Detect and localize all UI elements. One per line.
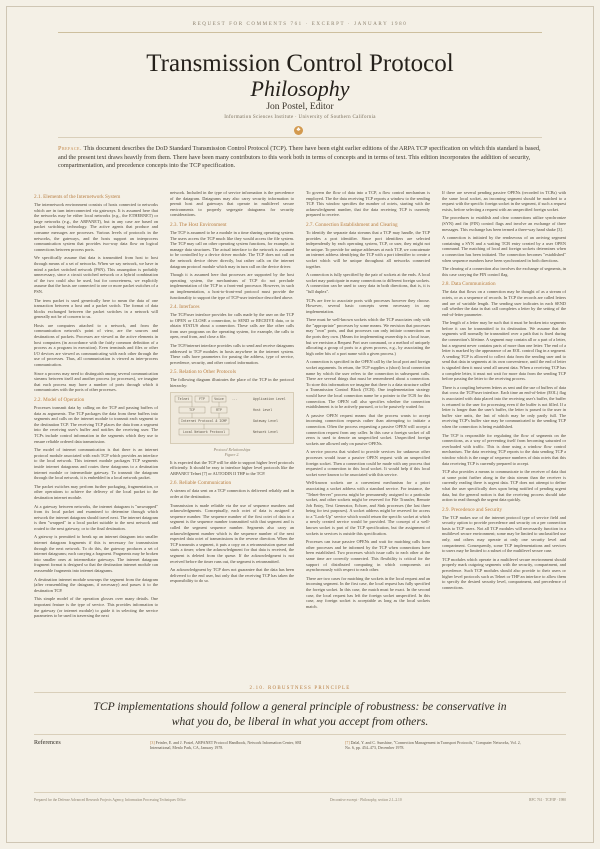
diagram-level-label: Application Level	[253, 396, 286, 401]
paragraph: The model of internet communication is that there is an internet protocol module associated with each TCP which provides an interface to the local network. This internet module packages TCP segments inside internet datagrams and routes these datagrams to a destination internet module or intermediate gateway. To transmit the datagram through the local network, it is embedded in a local network packet.	[34, 447, 158, 481]
section-heading: 2.9. Precedence and Security	[442, 506, 503, 513]
author: Jon Postel, Editor	[266, 102, 334, 112]
paragraph: The clearing of a connection also involves the exchange of segments, in this case carrying the FIN control flag.	[442, 266, 566, 277]
quote-rule	[34, 692, 566, 693]
section-heading: 2.5. Relation to Other Protocols	[170, 369, 236, 376]
paragraph: The term packet is used generically here to mean the data of one transaction between a host and a packet switch. The format of data blocks exchanged between the packet switches in a network will generally not be of concern to us.	[34, 297, 158, 320]
title-rule	[58, 137, 542, 138]
paper-subtitle: Philosophy	[250, 76, 350, 101]
paragraph: The TCP/internet interface provides calls to send and receive datagrams addressed to TCP modules in hosts anywhere in the internet system. These calls have parameters for passing the address, type of service, precedence, security, and other control information.	[170, 343, 294, 365]
paragraph: A destination internet module unwraps the segment from the datagram (after reassembling the datagram, if necessary) and passes it to the destination TCP.	[34, 576, 158, 593]
paragraph: To govern the flow of data into a TCP, a flow control mechanism is employed. The the data receiving TCP reports a window to the sending TCP. This window specifies the number of octets, starting with the acknowledgment number, that the data receiving TCP is currently prepared to receive.	[306, 190, 430, 218]
paragraph: A connection is initiated by the rendezvous of an arriving segment containing a SYN and a waiting TCB entry created by a user OPEN command. The matching of local and foreign sockets determines when a connection has been initiated. The connection becomes "established" when sequence numbers have been synchronized in both directions.	[442, 235, 566, 263]
paragraph: The following diagram illustrates the place of the TCP in the protocol hierarchy:	[170, 377, 294, 389]
paragraph: This simple model of the operation glosses over many details. One important feature is the type of service. This provides information to the gateway (or internet module) to guide it in selecting the service parameters to be used in traversing the next	[34, 596, 158, 619]
running-header: REQUEST FOR COMMENTS 761 · EXCERPT · JANUARY 1980	[192, 22, 408, 27]
section-heading: 2.4. Interfaces	[170, 304, 200, 311]
affiliation: Information Sciences Institute · University of Southern California	[224, 115, 376, 120]
paragraph: A gateway is permitted to break up an internet datagram into smaller internet datagram fragments if this is necessary for transmission through the next network. To do this, the gateway produces a set of internet datagrams; each carrying a fragment. Fragments may be broken into smaller ones at intermediate gateways. The internet datagram fragment format is designed so that the destination internet module can reassemble fragments into internet datagrams.	[34, 534, 158, 574]
paragraph: At a gateway between networks, the internet datagram is "unwrapped" from its local packet and examined to determine through which network the internet datagram should travel next. The internet datagram is then "wrapped" in a local packet suitable to the next network and routed to the next gateway, or to the final destination.	[34, 503, 158, 531]
diagram-label: ...	[232, 396, 238, 401]
section-heading: 2.6. Reliable Communication	[170, 480, 232, 487]
paragraph: A passive OPEN request means that the process wants to accept incoming connection requests rather than attempting to initiate a connection. Often the process requesting a passive OPEN will accept a connection request from any caller. In this case a foreign socket of all zeros is used to denote an unspecified socket. Unspecified foreign sockets are allowed only on passive OPENs.	[306, 412, 430, 446]
paragraph: A connection is fully specified by the pair of sockets at the ends. A local socket may participate in many connections to different foreign sockets. A connection can be used to carry data in both directions, that is, it is "full duplex".	[306, 272, 430, 294]
diagram-level-label: Host Level	[253, 407, 273, 412]
reference-text: Feinler, E. and J. Postel, ARPANET Protocol Handbook, Network Information Center, SRI International, Menlo Park, CA, January 1978.	[150, 740, 302, 751]
column-1	[34, 190, 158, 680]
paragraph: The TCP makes use of the internet protocol type of service field and security option to provide precedence and security on a per connection basis to TCP users. Not all TCP modules will necessarily function in a multilevel secure environment; some may be limited to unclassified use only, and others may operate at only one security level and compartment. Consequently, some TCP implementations and services to users may be limited to a subset of the multilevel secure case.	[442, 514, 566, 554]
footer-left: Prepared for the Defense Advanced Research Projects Agency, Information Processing Techniques Office	[34, 798, 186, 802]
diagram-level-label: Network Level	[253, 429, 278, 434]
section-heading: 2.7. Connection Establishment and Clearing	[306, 221, 398, 228]
paragraph: We specifically assume that data is transmitted from host to host through means of a set of networks. When we say network, we have in mind a packet switched network (PSN). This assumption is probably unnecessary, since a circuit switched network or a hybrid combination of the two could also be used, but for concreteness, we explicitly assume that the hosts are connected to one or more packet switches of a PSN.	[34, 255, 158, 294]
section-heading: 2.2. Model of Operation	[34, 397, 85, 403]
paragraph: The TCP/user interface provides for calls made by the user on the TCP to OPEN or CLOSE a connection, to SEND or RECEIVE data, or to obtain STATUS about a connection. These calls are like other calls from user programs on the operating system, for example, the calls to open, read from, and close a file.	[170, 312, 294, 340]
footer-right: RFC 761 · TCP/IP · 1980	[529, 798, 566, 802]
diagram-label: TCP	[189, 407, 195, 412]
paragraph: Transmission is made reliable via the use of sequence numbers and acknowledgments. Conceptually, each octet of data is assigned a sequence number. The sequence number of the first octet of data in a segment is the sequence number transmitted with that segment and is called the segment sequence number. Segments also carry an acknowledgment number which is the sequence number of the next expected data octet of transmissions in the reverse direction. When the TCP transmits a segment, it puts a copy on a retransmission queue and starts a timer; when the acknowledgment for that data is received, the segment is deleted from the queue. If the acknowledgment is not received before the timer runs out, the segment is retransmitted.	[170, 502, 294, 564]
protocol-diagram	[170, 392, 294, 444]
paragraph: It is expected that the TCP will be able to support higher level protocols efficiently. It should be easy to interface higher level protocols like the ARPANET Telnet [7] or AUTODIN II THP to the TCP.	[170, 459, 294, 476]
paragraph: The internetwork environment consists of hosts connected to networks which are in turn interconnected via gateways. It is assumed here that the networks may be either local networks (e.g., the ETHERNET) or large networks (e.g., the ARPANET), but in any case are based on packet switching technology. The active agents that produce and consume messages are processes. Various levels of protocols in the networks, the gateways, and the hosts support an interprocess communication system that provides two-way data flow on logical connections between process ports.	[34, 202, 158, 252]
paragraph: The packet switches may perform further packaging, fragmentation, or other operations to achieve the delivery of the local packet to the destination internet module.	[34, 483, 158, 500]
preface-text: This document describes the DoD Standard Transmission Control Protocol (TCP). There have been eight earlier editions of the ARPA TCP specification on which this standard is based, and the present text draws heavily from them. There have been many contributors to this work both in terms of concepts and in terms of text. This edition incorporates the addition of security, compartmentation, and precedence concepts into the TCP specification.	[58, 145, 541, 170]
paragraph: Though it is assumed here that processes are supported by the host operating system, the mechanisms of TCP do not preclude implementation of the TCP in a front-end processor. However, in such an implementation, a host-to-front-end protocol must provide the functionality to support the type of TCP-user interface described above.	[170, 272, 294, 300]
protocol-diagram-svg	[171, 393, 293, 443]
paragraph: Processes can issue passive OPENs and wait for matching calls from other processes and be informed by the TCP when connections have been established. Two processes which issue calls to each other at the same time are correctly connected. This flexibility is critical for the support of distributed computing in which components act asynchronously with respect to each other.	[306, 539, 430, 573]
paragraph: A connection is specified in the OPEN call by the local port and foreign socket arguments. In return, the TCP supplies a (short) local connection name by which the user refers to the connection in subsequent calls. There are several things that must be remembered about a connection. To store this information we imagine that there is a data structure called a Transmission Control Block (TCB). One implementation strategy would have the local connection name be a pointer to the TCB for this connection. The OPEN call also specifies whether the connection establishment is to be actively pursued, or to be passively waited for.	[306, 359, 430, 410]
column-2	[170, 190, 294, 680]
paragraph: If there are several pending passive OPENs (recorded in TCBs) with the same local socket, an incoming segment should be matched to a request with the specific foreign socket in the segment, if such a request exists, before selecting a request with an unspecified foreign socket.	[442, 190, 566, 212]
paragraph: There are two cases for matching the sockets in the local request and an incoming segment. In the first case, the local request has fully specified the foreign socket. In this case, the match must be exact. In the second case, the local request has left the foreign socket unspecified. In this case, any foreign socket is acceptable as long as the local sockets match.	[306, 575, 430, 609]
references-rule	[34, 734, 566, 735]
section-heading: 2.8. Data Communication	[442, 281, 496, 288]
paragraph: A stream of data sent on a TCP connection is delivered reliably and in order at the destination.	[170, 488, 294, 499]
diagram-label: FTP	[199, 396, 205, 401]
footer-rule	[34, 792, 566, 793]
paragraph: Well-known sockets are a convenient mechanism for a priori associating a socket address with a standard service. For instance, the "Telnet-Server" process might be permanently assigned to a particular socket, and other sockets might be reserved for File Transfer, Remote Job Entry, Text Generator, Echoer, and Sink processes (the last three being for test purposes). A socket address might be reserved for access to a "Look-Up" service which would return the specific socket at which a newly created service would be provided. The concept of a well-known socket is part of the TCP specification, but the assignment of sockets to services is outside this specification.	[306, 480, 430, 536]
paragraph: network. Included in the type of service information is the precedence of the datagram. Datagrams may also carry security information to permit host and gateways that operate in multilevel secure environments to properly segregate datagrams for security considerations.	[170, 190, 294, 218]
paragraph: Hosts are computers attached to a network, and from the communication network's point of view, are the sources and destinations of packets. Processes are viewed as the active elements in host computers (in accordance with the fairly common definition of a process as a program in execution). Even terminals and files or other I/O devices are viewed as communicating with each other through the use of processes. Thus, all communication is viewed as inter-process communication.	[34, 322, 158, 368]
column-4	[442, 190, 566, 680]
paragraph: The data that flows on a connection may be thought of as a stream of octets, or as a sequence of records. In TCP the records are called letters and are of variable length. The sending user indicates in each SEND call whether the data in that call completes a letter by the setting of the end-of-letter parameter.	[442, 289, 566, 317]
section-heading: 2.1. Elements of the Internetwork System	[34, 194, 121, 200]
diagram-label: Telnet	[177, 396, 190, 401]
paper-title: Transmission Control Protocol	[146, 50, 454, 77]
paragraph: The TCP is responsible for regulating the flow of segments on the connections, as a way of preventing itself from becoming saturated or overloaded with traffic. This is done using a window flow control mechanism. The data receiving TCP reports to the data sending TCP a window which is the range of sequence numbers of data octets that this data receiving TCP is currently prepared to accept.	[442, 432, 566, 466]
figure-caption: Protocol Relationships Figure 2.	[213, 446, 251, 457]
column-3	[306, 190, 430, 680]
diagram-label: Internet Protocol & ICMP	[181, 418, 227, 423]
paragraph: TCP also provides a means to communicate to the receiver of data that at some point further along in the data stream than the receiver is currently reading there is urgent data. TCP does not attempt to define what the user specifically does upon being notified of pending urgent data, but the general notion is that the receiving process should take action to read through the urgent data quickly.	[442, 469, 566, 503]
ornament-icon: ♣	[294, 126, 303, 135]
paragraph: A service process that wished to provide services for unknown other processes would issue a passive OPEN request with an unspecified foreign socket. Then a connection could be made with any process that requested a connection to this local socket. It would help if this local socket were known to be associated with this service.	[306, 449, 430, 477]
robustness-quote: TCP implementations should follow a general principle of robustness: be conservative in what you do, be liberal in what you accept from others.	[93, 700, 507, 728]
paragraph: Processes transmit data by calling on the TCP and passing buffers of data as arguments. The TCP packages the data from these buffers into segments and calls on the internet module to transmit each segment to the destination TCP. The receiving TCP places the data from a segment into the receiving user's buffer and notifies the receiving user. The TCPs include control information in the segments which they use to ensure reliable ordered data transmission.	[34, 405, 158, 444]
preface-lead: Preface.	[58, 145, 83, 152]
paragraph: Since a process may need to distinguish among several communication streams between itself and another process (or processes), we imagine that each process may have a number of ports through which it communicates with the ports of other processes.	[34, 370, 158, 393]
paragraph: There is a coupling between letters as sent and the use of buffers of data that cross the TCP/user interface. Each time an end-of-letter (EOL) flag is associated with data placed into the receiving user's buffer, the buffer is returned to the user for processing even if the buffer is not filled. If a letter is longer than the user's buffer, the letter is passed to the user in buffer size units, the last of which may be only partly full. The receiving TCP's buffer size may be communicated to the sending TCP when the connection is being established.	[442, 384, 566, 429]
paragraph: TCPs are free to associate ports with processes however they choose. However, several basic concepts seem necessary in any implementation.	[306, 297, 430, 314]
diagram-label: Local Network Protocol	[182, 429, 226, 434]
reference-number: [3]	[150, 740, 155, 745]
reference-number: [7]	[345, 740, 350, 745]
reference-item	[150, 740, 310, 751]
paragraph: An acknowledgment by TCP does not guarantee that the data has been delivered to the end user, but only that the receiving TCP has taken the responsibility to do so.	[170, 567, 294, 584]
section-heading: 2.3. The Host Environment	[170, 221, 227, 228]
diagram-label: RTP	[216, 407, 222, 412]
body-columns	[34, 190, 566, 680]
paragraph: The TCP is assumed to be a module in a time sharing operating system. The users access the TCP much like they would access the file system. The TCP may call on other operating system functions, for example, to manage data structures. The actual interface to the network is assumed to be controlled by a device driver module. The TCP does not call on the network device driver directly, but rather calls on the internet datagram protocol module which may in turn call on the device driver.	[170, 229, 294, 269]
paragraph: To identify the separate data streams that a TCP may handle, the TCP provides a port identifier. Since port identifiers are selected independently by each operating system, TCP, or user, they might not be unique. To provide for unique addresses at each TCP, we concatenate an internet address identifying the TCP with a port identifier to create a socket which will be unique throughout all networks connected together.	[306, 229, 430, 269]
paragraph: The procedures to establish and clear connections utilize synchronize (SYN) and fin (FIN) control flags and involve an exchange of three messages. This exchange has been termed a three-way hand shake [3].	[442, 215, 566, 232]
references-label: References	[34, 740, 61, 746]
paragraph: TCP modules which operate in a multilevel secure environment should properly mark outgoing segments with the security, compartment, and precedence. Such TCP modules should also provide to their users or higher level protocols such as Telnet or THP an interface to allow them to specify the desired security level, compartment, and precedence of connections.	[442, 556, 566, 590]
diagram-label: Voice	[214, 396, 224, 401]
reference-item	[345, 740, 525, 751]
preface	[58, 145, 542, 171]
paragraph: The length of a letter may be such that it must be broken into segments before it can be transmitted to its destination. We assume that the segments will normally be transmitted over a path that is fixed during the connection's lifetime. A segment may contain all or a part of a letter, but a segment never contains parts of more than one letter. The end of a letter is marked by the appearance of an EOL control flag in a segment. A sending TCP is allowed to collect data from the sending user and to send that data in segments at its own convenience, until the end of letter is signaled then it must send all unsent data. When a receiving TCP has a complete letter, it must not wait for more data from the sending TCP before passing the letter to the receiving process.	[442, 320, 566, 382]
paragraph: There must be well-known sockets which the TCP associates only with the "appropriate" processes by some means. We envision that processes may "own" ports, and that processes can only initiate connections on the ports they own. (Means for implementing ownership is a local issue, but we envision a Request Port user command, or a method of uniquely allocating a group of ports to a given process, e.g., by associating the high order bits of a port name with a given process.)	[306, 317, 430, 356]
top-rule	[58, 32, 542, 33]
diagram-level-label: Gateway Level	[253, 418, 278, 423]
reference-text: Dalal, Y. and C. Sunshine, "Connection Management in Transport Protocols," Computer Networks, Vol. 2, No. 6, pp. 454–473, December 1978.	[345, 740, 521, 751]
footer-center: Decorative excerpt · Philosophy, section 2.1–2.10	[330, 798, 402, 802]
robustness-heading: 2.10. ROBUSTNESS PRINCIPLE	[249, 686, 351, 691]
